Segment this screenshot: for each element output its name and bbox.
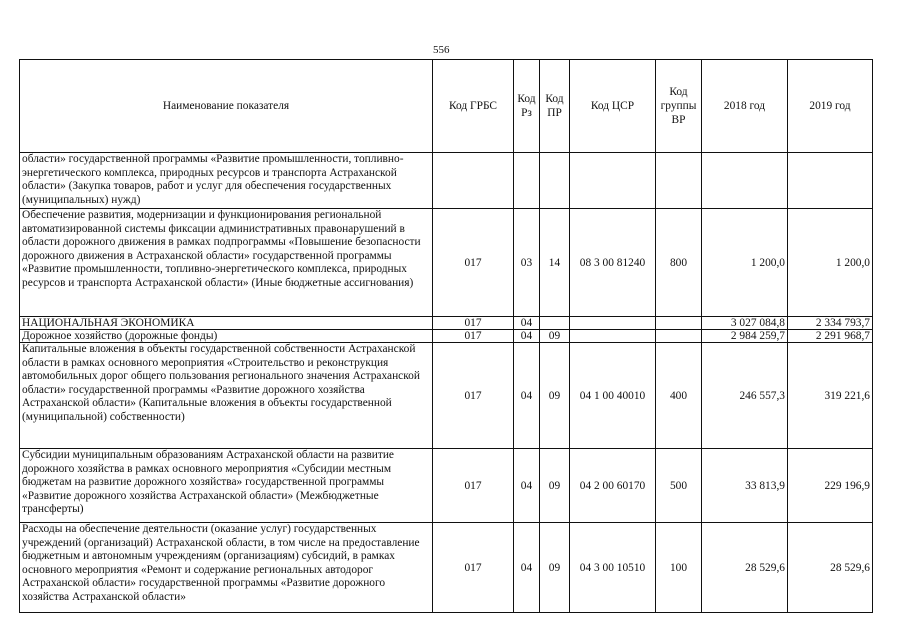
table-row <box>20 153 873 209</box>
table-row <box>20 449 873 523</box>
row-2018: 28 529,6 <box>702 523 788 613</box>
row-vr <box>656 153 702 209</box>
row-csr: 04 1 00 40010 <box>570 343 656 449</box>
row-name: Расходы на обеспечение деятельности (оказание услуг) государственных учреждений (организаций) Астраханской области, в том числе на предоставление бюджетным и автономным учреждениям (организациям) субсидий, в рамках основного мероприятия «Ремонт и содержание региональных автодорог Астраханской области» государственной программы «Развитие дорожного хозяйства Астраханской области» <box>20 523 433 613</box>
row-name: Капитальные вложения в объекты государственной собственности Астраханской области в рамках основного мероприятия «Строительство и реконструкция автомобильных дорог общего пользования регионального значения Астраханской области» государственной программы «Развитие дорожного хозяйства Астраханской области» (Капитальные вложения в объекты государственной (муниципальной) собственности) <box>20 343 433 449</box>
row-rz <box>514 153 540 209</box>
header-grbs: Код ГРБС <box>433 60 514 153</box>
row-2018: 246 557,3 <box>702 343 788 449</box>
row-2019: 1 200,0 <box>788 209 873 317</box>
header-csr: Код ЦСР <box>570 60 656 153</box>
row-2019: 28 529,6 <box>788 523 873 613</box>
header-2018: 2018 год <box>702 60 788 153</box>
page-number: 556 <box>433 44 450 56</box>
table-row <box>20 330 873 343</box>
header-pr: Код ПР <box>540 60 570 153</box>
row-name: НАЦИОНАЛЬНАЯ ЭКОНОМИКА <box>20 317 433 330</box>
row-2018: 33 813,9 <box>702 449 788 523</box>
row-name: области» государственной программы «Развитие промышленности, топливно-энергетического комплекса, природных ресурсов и транспорта Астраханской области» (Закупка товаров, работ и услуг для обеспечения государственных (муниципальных) нужд) <box>20 153 433 209</box>
row-2018: 3 027 084,8 <box>702 317 788 330</box>
row-2019: 319 221,6 <box>788 343 873 449</box>
row-pr: 14 <box>540 209 570 317</box>
row-vr: 800 <box>656 209 702 317</box>
row-grbs: 017 <box>433 449 514 523</box>
header-row <box>20 60 873 153</box>
row-csr: 08 3 00 81240 <box>570 209 656 317</box>
row-2018: 1 200,0 <box>702 209 788 317</box>
row-2019: 2 334 793,7 <box>788 317 873 330</box>
row-vr <box>656 317 702 330</box>
row-pr <box>540 317 570 330</box>
row-2019: 229 196,9 <box>788 449 873 523</box>
row-rz: 03 <box>514 209 540 317</box>
budget-table <box>19 59 873 613</box>
row-vr <box>656 330 702 343</box>
table-row <box>20 523 873 613</box>
header-rz: Код Рз <box>514 60 540 153</box>
table-row <box>20 317 873 330</box>
header-vr: Код группы ВР <box>656 60 702 153</box>
row-2018: 2 984 259,7 <box>702 330 788 343</box>
header-2019: 2019 год <box>788 60 873 153</box>
row-rz: 04 <box>514 330 540 343</box>
row-name: Дорожное хозяйство (дорожные фонды) <box>20 330 433 343</box>
row-csr <box>570 153 656 209</box>
row-pr: 09 <box>540 330 570 343</box>
row-pr: 09 <box>540 449 570 523</box>
row-rz: 04 <box>514 523 540 613</box>
row-pr <box>540 153 570 209</box>
row-name: Субсидии муниципальным образованиям Астраханской области на развитие дорожного хозяйства в рамках основного мероприятия «Субсидии местным бюджетам на развитие дорожного хозяйства» государственной программы «Развитие дорожного хозяйства Астраханской области» (Межбюджетные трансферты) <box>20 449 433 523</box>
row-vr: 100 <box>656 523 702 613</box>
header-name: Наименование показателя <box>20 60 433 153</box>
row-2018 <box>702 153 788 209</box>
row-rz: 04 <box>514 317 540 330</box>
row-2019 <box>788 153 873 209</box>
row-grbs: 017 <box>433 209 514 317</box>
row-vr: 500 <box>656 449 702 523</box>
row-grbs: 017 <box>433 523 514 613</box>
row-pr: 09 <box>540 343 570 449</box>
row-name: Обеспечение развития, модернизации и функционирования региональной автоматизированной системы фиксации административных правонарушений в области дорожного движения в рамках подпрограммы «Повышение безопасности дорожного движения в Астраханской области» государственной программы «Развитие промышленности, топливно-энергетического комплекса, природных ресурсов и транспорта Астраханской области» (Иные бюджетные ассигнования) <box>20 209 433 317</box>
row-pr: 09 <box>540 523 570 613</box>
row-csr <box>570 317 656 330</box>
table-row <box>20 343 873 449</box>
row-rz: 04 <box>514 449 540 523</box>
row-csr <box>570 330 656 343</box>
row-grbs: 017 <box>433 330 514 343</box>
row-vr: 400 <box>656 343 702 449</box>
row-rz: 04 <box>514 343 540 449</box>
row-grbs <box>433 153 514 209</box>
row-grbs: 017 <box>433 343 514 449</box>
row-csr: 04 3 00 10510 <box>570 523 656 613</box>
row-csr: 04 2 00 60170 <box>570 449 656 523</box>
row-grbs: 017 <box>433 317 514 330</box>
row-2019: 2 291 968,7 <box>788 330 873 343</box>
table-row <box>20 209 873 317</box>
